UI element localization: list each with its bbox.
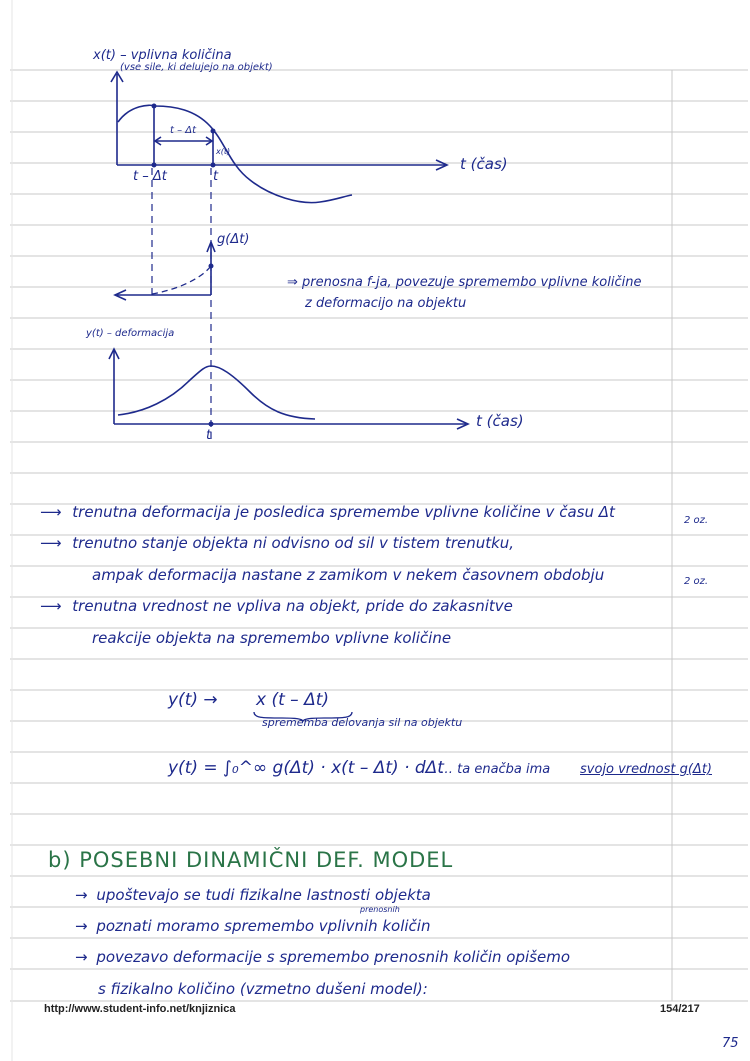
point-label: x(t) <box>216 147 231 156</box>
eq2-comment: … ta enačba ima <box>440 762 551 777</box>
interval-label: t – Δt <box>170 125 197 136</box>
bullet-item: ampak deformacija nastane z zamikom v nekem časovnem obdobju <box>92 566 605 584</box>
bullet-item: ⟶ trenutno stanje objekta ni odvisno od sil v tistem trenutku, <box>40 534 515 552</box>
tick-t: t <box>213 169 219 184</box>
transfer-function-note-line2: z deformacijo na objektu <box>305 296 467 311</box>
bullet-item: reakcije objekta na spremembo vplivne količine <box>92 629 452 647</box>
margin-note: 2 oz. <box>684 515 709 526</box>
bullet-item: ⟶ trenutna vrednost ne vpliva na objekt, pride do zakasnitve <box>40 597 513 615</box>
handwritten-page-number: 75 <box>722 1036 739 1051</box>
list-item: → povezavo deformacije s spremembo prenosnih količin opišemo <box>75 948 570 966</box>
eq1-lhs: y(t) → <box>168 690 218 710</box>
top-y-axis-sublabel: (vse sile, ki delujejo na objekt) <box>120 62 273 73</box>
top-y-axis-label: x(t) – vplivna količina <box>93 48 232 63</box>
top-x-axis-label: t (čas) <box>460 155 508 173</box>
bottom-y-axis-label: y(t) – deformacija <box>86 328 175 339</box>
bullet-item: ⟶ trenutna deformacija je posledica spremembe vplivne količine v času Δt <box>40 503 615 521</box>
arrow-icon: ⟶ <box>40 597 62 615</box>
eq1-brace-note: sprememba delovanja sil na objektu <box>262 716 463 729</box>
correction-superscript: prenosnih <box>360 905 400 914</box>
arrow-icon: → <box>75 948 88 966</box>
arrow-icon: → <box>75 917 88 935</box>
bottom-x-axis-label: t (čas) <box>476 412 524 430</box>
eq2-formula: y(t) = ∫₀^∞ g(Δt) · x(t – Δt) · dΔt <box>168 758 444 778</box>
page-counter: 154/217 <box>660 1003 700 1015</box>
transfer-function-note: ⇒ prenosna f-ja, povezuje spremembo vplivne količine <box>287 275 642 290</box>
arrow-icon: ⟶ <box>40 534 62 552</box>
eq1-rhs: x (t – Δt) <box>256 690 329 710</box>
arrow-icon: ⟶ <box>40 503 62 521</box>
margin-note: 2 oz. <box>684 576 709 587</box>
footer-url[interactable]: http://www.student-info.net/knjiznica <box>44 1003 236 1015</box>
list-item: → upoštevajo se tudi fizikalne lastnosti objekta <box>75 886 431 904</box>
g-dt-label: g(Δt) <box>217 232 250 247</box>
section-heading: b) POSEBNI DINAMIČNI DEF. MODEL <box>48 848 454 872</box>
list-item: s fizikalno količino (vzmetno dušeni model): <box>98 980 428 998</box>
arrow-icon: → <box>75 886 88 904</box>
list-item: → poznati moramo spremembo vplivnih količin <box>75 917 431 935</box>
bottom-tick-t: t <box>206 428 212 443</box>
tick-t-minus-dt: t – Δt <box>133 169 167 184</box>
eq2-comment-underlined: svojo vrednost g(Δt) <box>580 762 712 777</box>
